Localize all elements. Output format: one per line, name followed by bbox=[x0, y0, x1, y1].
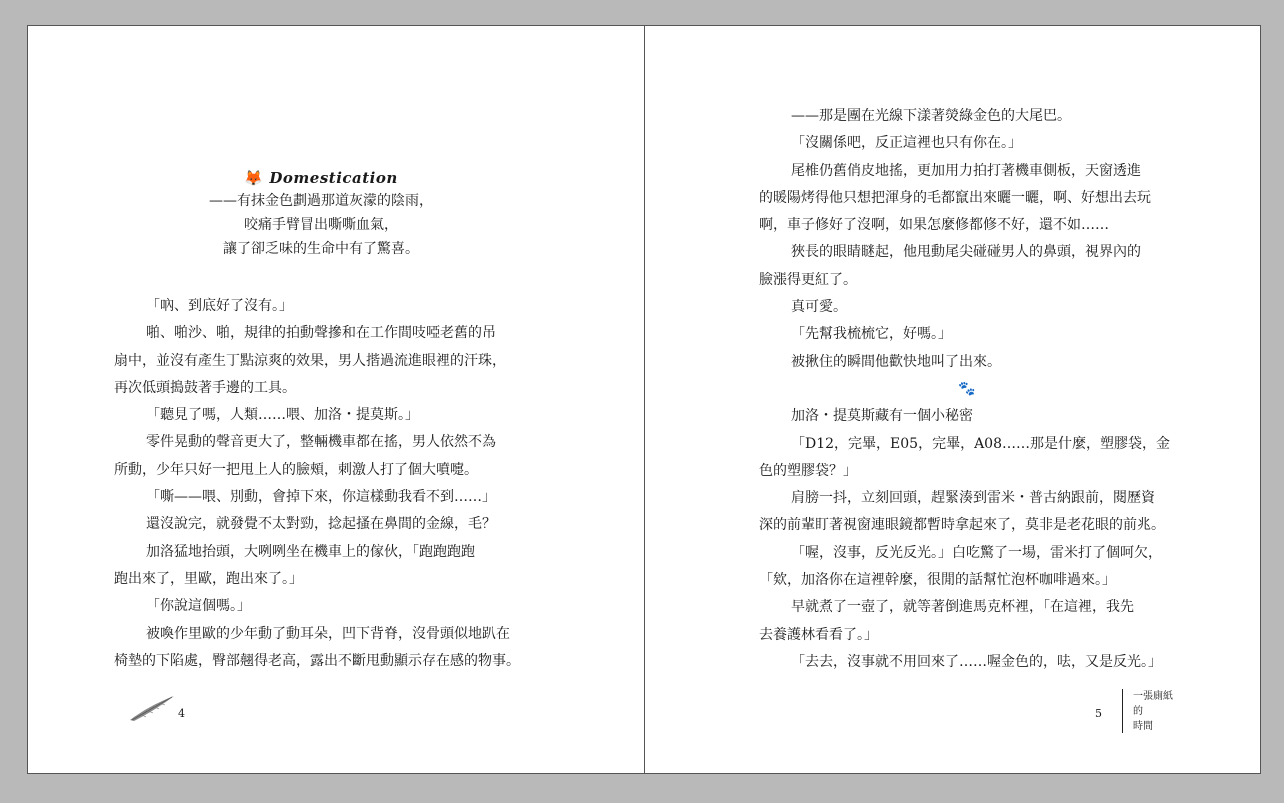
text-line: 「聽見了嗎，人類……喂、加洛・提莫斯。」 bbox=[146, 407, 419, 424]
running-head-line: 時間 bbox=[1133, 721, 1153, 732]
text-line: 「吶、到底好了沒有。」 bbox=[146, 298, 293, 314]
running-head bbox=[1122, 689, 1173, 733]
text-line: 色的塑膠袋？」 bbox=[759, 462, 857, 479]
feather-icon bbox=[128, 693, 176, 723]
text-line: 「你說這個嗎。」 bbox=[146, 598, 251, 615]
text-line: 早就煮了一壺了，就等著倒進馬克杯裡，「在這裡，我先 bbox=[791, 599, 1134, 616]
chapter-title bbox=[114, 167, 528, 189]
text-line: 被喚作里歐的少年動了動耳朵，凹下背脊，沒骨頭似地趴在 bbox=[146, 625, 510, 642]
text-line: 去養護林看看了。」 bbox=[759, 626, 878, 643]
book-spread bbox=[27, 25, 1261, 774]
text-line: 「D12，完畢，E05，完畢，A08……那是什麼，塑膠袋，金 bbox=[791, 435, 1170, 452]
chapter-title-text: Domestication bbox=[269, 169, 398, 187]
text-line: 「喔，沒事，反光反光。」白吃驚了一場，雷米打了個呵欠， bbox=[791, 544, 1162, 561]
left-body-text bbox=[114, 293, 530, 675]
text-line: 啊，車子修好了沒啊，如果怎麼修都修不好，還不如…… bbox=[759, 217, 1109, 234]
epigraph-line: 咬痛手臂冒出嘶嘶血氣， bbox=[244, 217, 398, 233]
text-line: 被揪住的瞬間他歡快地叫了出來。 bbox=[791, 353, 1001, 370]
text-line: 「先幫我梳梳它，好嗎。」 bbox=[791, 326, 952, 343]
text-line: 所動，少年只好一把甩上人的臉頰，刺激人打了個大噴嚏。 bbox=[114, 461, 478, 478]
text-line: 椅墊的下陷處，臀部翹得老高，露出不斷甩動顯示存在感的物事。 bbox=[114, 652, 520, 669]
epigraph-line: ——有抹金色劃過那道灰濛的陰雨， bbox=[209, 193, 433, 209]
right-page bbox=[645, 26, 1262, 773]
running-head-line: 一張廁紙 bbox=[1133, 691, 1173, 702]
text-line: 加洛・提莫斯藏有一個小秘密 bbox=[791, 408, 973, 425]
page-number: 4 bbox=[178, 707, 185, 720]
left-page bbox=[28, 26, 644, 773]
text-line: 「欸，加洛你在這裡幹麼，很閒的話幫忙泡杯咖啡過來。」 bbox=[759, 572, 1116, 589]
text-line: 「嘶——喂、別動，會掉下來，你這樣動我看不到……」 bbox=[146, 489, 496, 506]
text-line: 狹長的眼睛瞇起，他甩動尾尖碰碰男人的鼻頭，視界內的 bbox=[791, 244, 1141, 261]
paw-print-icon: 🐾 bbox=[958, 380, 976, 397]
text-line: 啪、啪沙、啪，規律的拍動聲摻和在工作間吱啞老舊的吊 bbox=[146, 325, 496, 342]
text-line: 的暖陽烤得他只想把渾身的毛都竄出來曬一曬，啊、好想出去玩 bbox=[759, 189, 1151, 206]
chapter-heading bbox=[114, 167, 528, 261]
text-line: 臉漲得更紅了。 bbox=[759, 271, 857, 288]
text-line: 零件晃動的聲音更大了，整輛機車都在搖，男人依然不為 bbox=[146, 434, 496, 451]
text-line: 真可愛。 bbox=[791, 299, 847, 316]
text-line: 還沒說完，就發覺不太對勁，捻起搔在鼻間的金線，毛？ bbox=[146, 516, 496, 533]
text-line: 跑出來了，里歐，跑出來了。」 bbox=[114, 570, 303, 587]
text-line: 「沒關係吧，反正這裡也只有你在。」 bbox=[791, 135, 1022, 152]
running-head-line: 的 bbox=[1133, 706, 1143, 717]
page-number: 5 bbox=[1095, 707, 1102, 720]
text-line: ——那是團在光線下漾著熒綠金色的大尾巴。 bbox=[791, 108, 1071, 124]
epigraph-line: 讓了卻乏味的生命中有了驚喜。 bbox=[223, 241, 419, 257]
text-line: 扇中，並沒有產生丁點涼爽的效果，男人揩過流進眼裡的汗珠， bbox=[114, 352, 506, 369]
text-line: 肩膀一抖，立刻回頭，趕緊湊到雷米・普古納跟前，閱歷資 bbox=[791, 490, 1155, 507]
text-line: 加洛猛地抬頭，大咧咧坐在機車上的傢伙，「跑跑跑跑 bbox=[146, 543, 475, 560]
fox-icon: 🦊 bbox=[244, 169, 264, 187]
text-line: 「去去，沒事就不用回來了……喔金色的，呿，又是反光。」 bbox=[791, 653, 1162, 670]
right-body-text bbox=[759, 103, 1175, 676]
text-line: 尾椎仍舊俏皮地搖，更加用力拍打著機車側板，天窗透進 bbox=[791, 162, 1141, 179]
text-line: 深的前輩盯著視窗連眼鏡都暫時拿起來了，莫非是老花眼的前兆。 bbox=[759, 517, 1165, 534]
text-line: 再次低頭搗鼓著手邊的工具。 bbox=[114, 379, 296, 396]
